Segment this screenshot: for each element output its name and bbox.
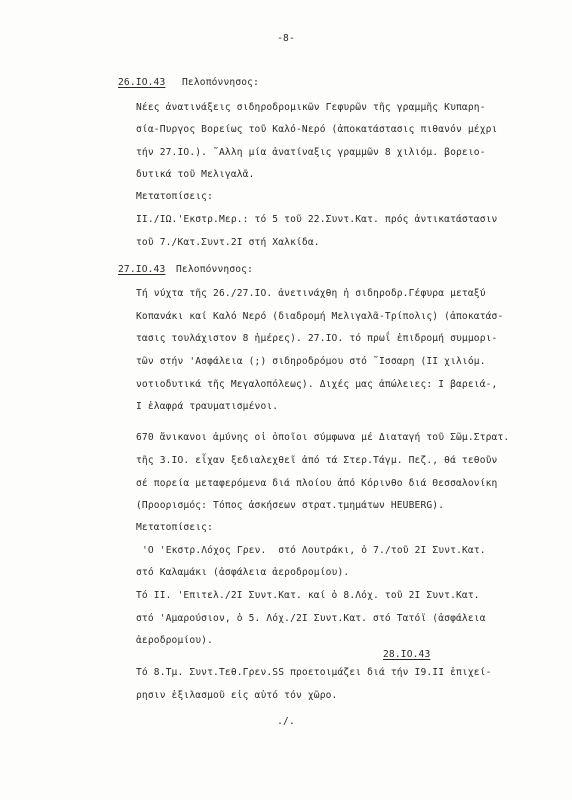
text-line: τῆς 3.IO. εἶχαν ξεδιαλεχθεῖ ἀπό τά Στερ.Τάγμ. Πεζ., θά τεθοῦν bbox=[136, 455, 498, 466]
text-line: 'Ο 'Εκστρ.Λόχος Γρεν. στό Λουτράκι, ὁ 7./τοῦ 2I Συντ.Κατ. bbox=[142, 545, 486, 556]
section-date: 26.IO.43 bbox=[118, 77, 166, 88]
text-line: Τό II. 'Επιτελ./2I Συντ.Κατ. καί ὁ 8.Λόχ. τοῦ 2I Συντ.Κατ. bbox=[136, 590, 480, 601]
text-line: τοῦ 7./Κατ.Συντ.2I στή Χαλκίδα. bbox=[136, 237, 320, 248]
text-line: σία-Πυργος Βορείως τοῦ Καλό-Νερό (ἀποκατάστασις πιθανόν μέχρι bbox=[136, 124, 498, 135]
section-date: 28.IO.43 bbox=[383, 649, 431, 660]
text-line: νοτιοδυτικά τῆς Μεγαλοπόλεως). Διχές μας ἀπώλειες: I βαρειά-, bbox=[136, 379, 498, 390]
text-line: Νέες ἀνατινάξεις σιδηροδρομικῶν Γεφυρῶν τῆς γραμμῆς Κυπαρη- bbox=[136, 102, 486, 113]
text-line: τήν 27.IO.). ῎Αλλη μία ἀνατίναξις γραμμῶν 8 χιλιόμ. βορειο- bbox=[136, 147, 486, 158]
text-line: Κοπανάκι καί Καλό Νερό (διαδρομή Μελιγαλᾶ-Τρίπολις) (ἀποκατάσ- bbox=[136, 311, 504, 322]
text-line: Τή νύχτα τῆς 26./27.IO. ἀνετινάχθη ἡ σιδηροδρ.Γέφυρα μεταξύ bbox=[136, 288, 486, 299]
moves-label: Μετατοπίσεις: bbox=[136, 191, 214, 202]
section-region: Πελοπόννησος: bbox=[182, 77, 260, 88]
text-line: I ἐλαφρά τραυματισμένοι. bbox=[136, 401, 279, 412]
section-region: Πελοπόννησος: bbox=[176, 264, 254, 275]
text-line: τῶν στήν 'Ασφάλεια (;) σιδηροδρόμου στό ῎Ισσαρη (II χιλιόμ. bbox=[136, 356, 486, 367]
text-line: ἀεροδρομίου). bbox=[136, 635, 214, 646]
section-date: 27.IO.43 bbox=[118, 264, 166, 275]
text-line: (Προορισμός: Τόπος ἀσκήσεων στρατ.τμημάτων HEUBERG). bbox=[136, 500, 445, 511]
text-line: δυτικά τοῦ Μελιγαλᾶ. bbox=[136, 169, 255, 180]
text-line: τασις τουλάχιστον 8 ἡμέρες). 27.IO. τό πρωΐ ἐπιδρομή συμμορι- bbox=[136, 333, 498, 344]
text-line: Τό 8.Τμ. Συντ.Τεθ.Γρεν.SS προετοιμάζει διά τήν I9.II ἐπιχεί- bbox=[136, 667, 492, 678]
moves-label: Μετατοπίσεις: bbox=[136, 522, 214, 533]
text-line: ρησιν ἐξιλασμοῦ εἰς αὐτό τόν χῶρο. bbox=[136, 690, 338, 701]
text-line: στό 'Αμαρούσιον, ὁ 5. Λόχ./2I Συντ.Κατ. στό Τατόϊ (ἀσφάλεια bbox=[136, 613, 486, 624]
page-number: -8- bbox=[277, 33, 295, 44]
text-line: στό Καλαμάκι (ἀσφάλεια ἀεροδρομίου). bbox=[136, 567, 350, 578]
text-line: 670 ἄνικανοι ἀμύνης οἱ ὁποῖοι σύμφωνα μέ Διαταγή τοῦ Σῶμ.Στρατ. bbox=[136, 432, 510, 443]
text-line: σέ πορεία μεταφερόμενα διά πλοίου ἀπό Κόρινθο διά Θεσσαλονίκη bbox=[136, 478, 498, 489]
text-line: II./ΙΩ.'Εκστρ.Μερ.: τό 5 τοῦ 22.Συντ.Κατ. πρός ἀντικατάστασιν bbox=[136, 214, 498, 225]
end-mark: ./. bbox=[277, 716, 295, 727]
